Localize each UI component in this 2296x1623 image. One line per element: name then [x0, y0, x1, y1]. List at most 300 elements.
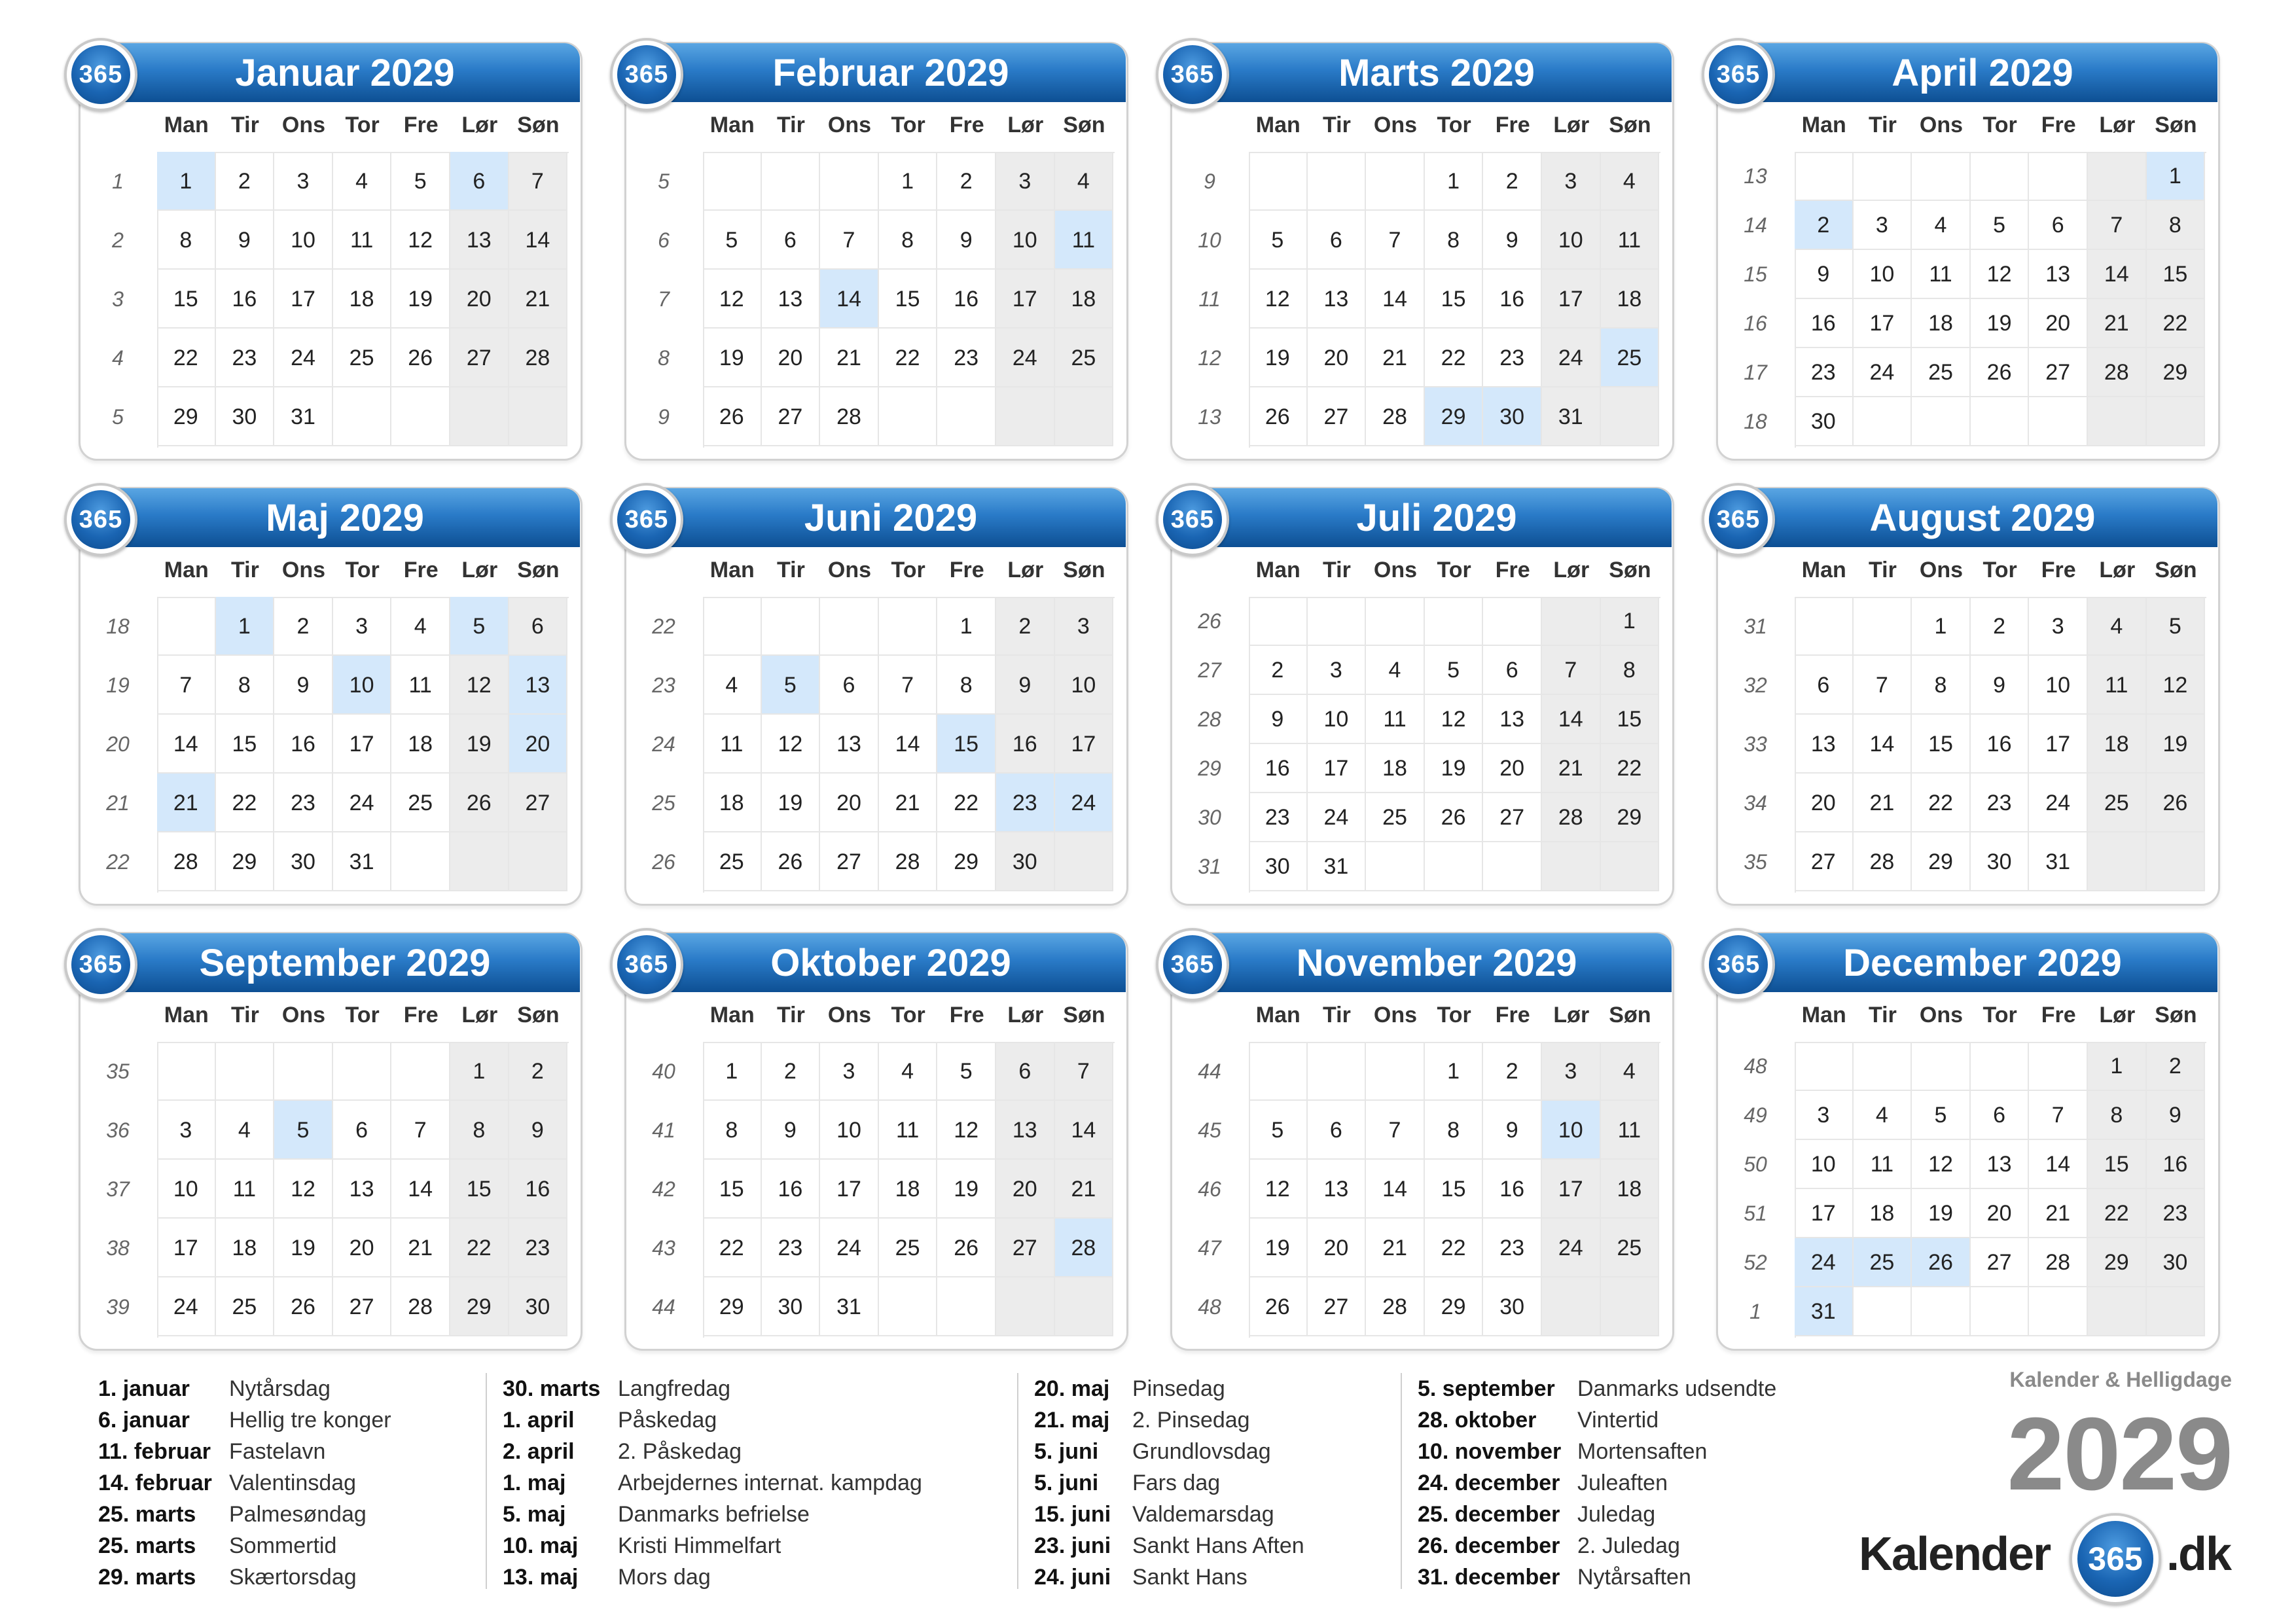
day-cell[interactable]: 18	[216, 1219, 275, 1277]
day-cell[interactable]: 26	[703, 387, 762, 446]
day-cell[interactable]: 20	[333, 1219, 392, 1277]
day-cell[interactable]: 28	[1366, 387, 1425, 446]
day-cell[interactable]: 16	[509, 1160, 568, 1219]
day-cell[interactable]: 14	[879, 715, 938, 774]
day-cell[interactable]: 6	[1308, 211, 1367, 270]
day-cell[interactable]: 19	[274, 1219, 333, 1277]
day-cell[interactable]: 4	[703, 656, 762, 715]
day-cell[interactable]: 12	[1971, 250, 2030, 299]
day-cell[interactable]: 10	[1854, 250, 1912, 299]
day-cell[interactable]: 18	[1601, 270, 1660, 329]
day-cell[interactable]: 20	[762, 329, 821, 387]
day-cell[interactable]: 13	[1308, 270, 1367, 329]
day-cell[interactable]: 12	[937, 1101, 996, 1160]
day-cell[interactable]: 17	[820, 1160, 879, 1219]
day-cell[interactable]: 10	[1055, 656, 1114, 715]
day-cell[interactable]: 30	[509, 1277, 568, 1336]
day-cell[interactable]: 31	[1308, 842, 1367, 891]
day-cell[interactable]: 18	[1854, 1189, 1912, 1238]
day-cell[interactable]: 14	[1366, 270, 1425, 329]
day-cell[interactable]: 27	[509, 774, 568, 832]
holiday-day-cell[interactable]: 14	[820, 270, 879, 329]
day-cell[interactable]: 1	[937, 597, 996, 656]
day-cell[interactable]: 14	[391, 1160, 450, 1219]
day-cell[interactable]: 22	[937, 774, 996, 832]
day-cell[interactable]: 27	[762, 387, 821, 446]
day-cell[interactable]: 16	[1795, 299, 1854, 348]
day-cell[interactable]: 19	[450, 715, 509, 774]
day-cell[interactable]: 24	[1308, 793, 1367, 842]
day-cell[interactable]: 27	[333, 1277, 392, 1336]
day-cell[interactable]: 2	[1483, 1042, 1542, 1101]
day-cell[interactable]: 17	[1795, 1189, 1854, 1238]
day-cell[interactable]: 16	[274, 715, 333, 774]
day-cell[interactable]: 11	[879, 1101, 938, 1160]
day-cell[interactable]: 23	[2147, 1189, 2206, 1238]
holiday-day-cell[interactable]: 1	[2147, 152, 2206, 201]
day-cell[interactable]: 21	[879, 774, 938, 832]
day-cell[interactable]: 20	[820, 774, 879, 832]
day-cell[interactable]: 17	[1542, 1160, 1601, 1219]
day-cell[interactable]: 30	[1971, 832, 2030, 891]
day-cell[interactable]: 10	[996, 211, 1055, 270]
day-cell[interactable]: 3	[820, 1042, 879, 1101]
day-cell[interactable]: 23	[1971, 774, 2030, 832]
day-cell[interactable]: 27	[996, 1219, 1055, 1277]
day-cell[interactable]: 21	[1542, 744, 1601, 793]
day-cell[interactable]: 19	[2147, 715, 2206, 774]
day-cell[interactable]: 17	[333, 715, 392, 774]
day-cell[interactable]: 15	[879, 270, 938, 329]
day-cell[interactable]: 29	[2147, 348, 2206, 397]
day-cell[interactable]: 29	[937, 832, 996, 891]
holiday-day-cell[interactable]: 1	[216, 597, 275, 656]
day-cell[interactable]: 18	[703, 774, 762, 832]
day-cell[interactable]: 11	[1601, 1101, 1660, 1160]
day-cell[interactable]: 19	[762, 774, 821, 832]
day-cell[interactable]: 24	[2029, 774, 2088, 832]
day-cell[interactable]: 9	[2147, 1091, 2206, 1140]
day-cell[interactable]: 11	[391, 656, 450, 715]
day-cell[interactable]: 4	[2088, 597, 2147, 656]
day-cell[interactable]: 2	[996, 597, 1055, 656]
day-cell[interactable]: 16	[216, 270, 275, 329]
day-cell[interactable]: 29	[703, 1277, 762, 1336]
day-cell[interactable]: 11	[2088, 656, 2147, 715]
day-cell[interactable]: 31	[2029, 832, 2088, 891]
day-cell[interactable]: 8	[1425, 211, 1484, 270]
day-cell[interactable]: 30	[1795, 397, 1854, 446]
day-cell[interactable]: 5	[1971, 201, 2030, 250]
day-cell[interactable]: 26	[762, 832, 821, 891]
day-cell[interactable]: 21	[1055, 1160, 1114, 1219]
day-cell[interactable]: 24	[1854, 348, 1912, 397]
day-cell[interactable]: 8	[703, 1101, 762, 1160]
day-cell[interactable]: 24	[1542, 329, 1601, 387]
day-cell[interactable]: 30	[1483, 1277, 1542, 1336]
day-cell[interactable]: 31	[274, 387, 333, 446]
day-cell[interactable]: 14	[1055, 1101, 1114, 1160]
holiday-day-cell[interactable]: 5	[762, 656, 821, 715]
holiday-day-cell[interactable]: 24	[1795, 1238, 1854, 1287]
day-cell[interactable]: 16	[1483, 270, 1542, 329]
day-cell[interactable]: 12	[1249, 270, 1308, 329]
day-cell[interactable]: 22	[2147, 299, 2206, 348]
day-cell[interactable]: 20	[2029, 299, 2088, 348]
day-cell[interactable]: 12	[1249, 1160, 1308, 1219]
holiday-day-cell[interactable]: 21	[157, 774, 216, 832]
holiday-day-cell[interactable]: 23	[996, 774, 1055, 832]
day-cell[interactable]: 4	[1366, 646, 1425, 695]
day-cell[interactable]: 27	[1483, 793, 1542, 842]
day-cell[interactable]: 19	[1249, 1219, 1308, 1277]
day-cell[interactable]: 6	[2029, 201, 2088, 250]
day-cell[interactable]: 4	[1912, 201, 1971, 250]
holiday-day-cell[interactable]: 29	[1425, 387, 1484, 446]
day-cell[interactable]: 4	[879, 1042, 938, 1101]
day-cell[interactable]: 10	[274, 211, 333, 270]
day-cell[interactable]: 21	[1854, 774, 1912, 832]
day-cell[interactable]: 5	[1249, 1101, 1308, 1160]
day-cell[interactable]: 3	[1542, 152, 1601, 211]
day-cell[interactable]: 21	[391, 1219, 450, 1277]
day-cell[interactable]: 9	[996, 656, 1055, 715]
day-cell[interactable]: 25	[879, 1219, 938, 1277]
day-cell[interactable]: 22	[1601, 744, 1660, 793]
day-cell[interactable]: 5	[1912, 1091, 1971, 1140]
day-cell[interactable]: 8	[2147, 201, 2206, 250]
day-cell[interactable]: 17	[996, 270, 1055, 329]
day-cell[interactable]: 18	[1912, 299, 1971, 348]
day-cell[interactable]: 12	[2147, 656, 2206, 715]
day-cell[interactable]: 5	[2147, 597, 2206, 656]
day-cell[interactable]: 7	[1055, 1042, 1114, 1101]
day-cell[interactable]: 15	[2147, 250, 2206, 299]
day-cell[interactable]: 15	[450, 1160, 509, 1219]
day-cell[interactable]: 3	[2029, 597, 2088, 656]
day-cell[interactable]: 13	[450, 211, 509, 270]
day-cell[interactable]: 18	[1601, 1160, 1660, 1219]
holiday-day-cell[interactable]: 13	[509, 656, 568, 715]
day-cell[interactable]: 16	[1483, 1160, 1542, 1219]
day-cell[interactable]: 19	[1425, 744, 1484, 793]
day-cell[interactable]: 1	[1601, 597, 1660, 646]
holiday-day-cell[interactable]: 5	[450, 597, 509, 656]
day-cell[interactable]: 19	[1971, 299, 2030, 348]
day-cell[interactable]: 5	[1425, 646, 1484, 695]
day-cell[interactable]: 4	[1601, 1042, 1660, 1101]
day-cell[interactable]: 11	[333, 211, 392, 270]
day-cell[interactable]: 23	[762, 1219, 821, 1277]
day-cell[interactable]: 20	[996, 1160, 1055, 1219]
day-cell[interactable]: 22	[879, 329, 938, 387]
holiday-day-cell[interactable]: 10	[1542, 1101, 1601, 1160]
day-cell[interactable]: 6	[333, 1101, 392, 1160]
day-cell[interactable]: 18	[333, 270, 392, 329]
day-cell[interactable]: 13	[333, 1160, 392, 1219]
day-cell[interactable]: 20	[1795, 774, 1854, 832]
day-cell[interactable]: 9	[762, 1101, 821, 1160]
day-cell[interactable]: 17	[1308, 744, 1367, 793]
day-cell[interactable]: 6	[509, 597, 568, 656]
day-cell[interactable]: 8	[2088, 1091, 2147, 1140]
day-cell[interactable]: 12	[1425, 695, 1484, 744]
day-cell[interactable]: 29	[157, 387, 216, 446]
day-cell[interactable]: 11	[1601, 211, 1660, 270]
day-cell[interactable]: 21	[2088, 299, 2147, 348]
day-cell[interactable]: 10	[1308, 695, 1367, 744]
day-cell[interactable]: 14	[509, 211, 568, 270]
day-cell[interactable]: 26	[1971, 348, 2030, 397]
day-cell[interactable]: 25	[391, 774, 450, 832]
day-cell[interactable]: 23	[1249, 793, 1308, 842]
day-cell[interactable]: 9	[1795, 250, 1854, 299]
day-cell[interactable]: 22	[1912, 774, 1971, 832]
day-cell[interactable]: 24	[1542, 1219, 1601, 1277]
day-cell[interactable]: 7	[2029, 1091, 2088, 1140]
day-cell[interactable]: 15	[1912, 715, 1971, 774]
day-cell[interactable]: 17	[1542, 270, 1601, 329]
day-cell[interactable]: 9	[1249, 695, 1308, 744]
holiday-day-cell[interactable]: 6	[450, 152, 509, 211]
holiday-day-cell[interactable]: 24	[1055, 774, 1114, 832]
day-cell[interactable]: 26	[391, 329, 450, 387]
day-cell[interactable]: 16	[1249, 744, 1308, 793]
day-cell[interactable]: 9	[937, 211, 996, 270]
day-cell[interactable]: 15	[1425, 270, 1484, 329]
holiday-day-cell[interactable]: 5	[274, 1101, 333, 1160]
day-cell[interactable]: 14	[1366, 1160, 1425, 1219]
day-cell[interactable]: 23	[509, 1219, 568, 1277]
day-cell[interactable]: 20	[1308, 329, 1367, 387]
day-cell[interactable]: 7	[879, 656, 938, 715]
day-cell[interactable]: 10	[1795, 1140, 1854, 1189]
day-cell[interactable]: 8	[157, 211, 216, 270]
holiday-day-cell[interactable]: 25	[1854, 1238, 1912, 1287]
holiday-day-cell[interactable]: 20	[509, 715, 568, 774]
day-cell[interactable]: 7	[509, 152, 568, 211]
day-cell[interactable]: 10	[820, 1101, 879, 1160]
day-cell[interactable]: 12	[762, 715, 821, 774]
day-cell[interactable]: 25	[1601, 1219, 1660, 1277]
day-cell[interactable]: 13	[762, 270, 821, 329]
day-cell[interactable]: 27	[1308, 387, 1367, 446]
day-cell[interactable]: 21	[1366, 329, 1425, 387]
holiday-day-cell[interactable]: 11	[1055, 211, 1114, 270]
day-cell[interactable]: 13	[1795, 715, 1854, 774]
holiday-day-cell[interactable]: 26	[1912, 1238, 1971, 1287]
day-cell[interactable]: 11	[703, 715, 762, 774]
day-cell[interactable]: 26	[2147, 774, 2206, 832]
day-cell[interactable]: 7	[1542, 646, 1601, 695]
day-cell[interactable]: 1	[450, 1042, 509, 1101]
day-cell[interactable]: 12	[391, 211, 450, 270]
day-cell[interactable]: 2	[216, 152, 275, 211]
day-cell[interactable]: 29	[2088, 1238, 2147, 1287]
day-cell[interactable]: 22	[216, 774, 275, 832]
day-cell[interactable]: 2	[762, 1042, 821, 1101]
day-cell[interactable]: 16	[937, 270, 996, 329]
day-cell[interactable]: 15	[1601, 695, 1660, 744]
day-cell[interactable]: 15	[157, 270, 216, 329]
day-cell[interactable]: 20	[1483, 744, 1542, 793]
day-cell[interactable]: 2	[1971, 597, 2030, 656]
day-cell[interactable]: 19	[703, 329, 762, 387]
day-cell[interactable]: 6	[1971, 1091, 2030, 1140]
day-cell[interactable]: 14	[2088, 250, 2147, 299]
day-cell[interactable]: 31	[1542, 387, 1601, 446]
day-cell[interactable]: 18	[1055, 270, 1114, 329]
day-cell[interactable]: 28	[157, 832, 216, 891]
day-cell[interactable]: 8	[1912, 656, 1971, 715]
day-cell[interactable]: 4	[391, 597, 450, 656]
day-cell[interactable]: 7	[1854, 656, 1912, 715]
day-cell[interactable]: 18	[391, 715, 450, 774]
day-cell[interactable]: 9	[216, 211, 275, 270]
day-cell[interactable]: 30	[216, 387, 275, 446]
day-cell[interactable]: 28	[509, 329, 568, 387]
day-cell[interactable]: 12	[703, 270, 762, 329]
day-cell[interactable]: 25	[333, 329, 392, 387]
day-cell[interactable]: 4	[333, 152, 392, 211]
day-cell[interactable]: 12	[450, 656, 509, 715]
day-cell[interactable]: 4	[1055, 152, 1114, 211]
day-cell[interactable]: 26	[1425, 793, 1484, 842]
day-cell[interactable]: 22	[1425, 1219, 1484, 1277]
day-cell[interactable]: 23	[1483, 1219, 1542, 1277]
day-cell[interactable]: 11	[1912, 250, 1971, 299]
day-cell[interactable]: 21	[1366, 1219, 1425, 1277]
day-cell[interactable]: 2	[2147, 1042, 2206, 1091]
day-cell[interactable]: 21	[820, 329, 879, 387]
day-cell[interactable]: 23	[1483, 329, 1542, 387]
day-cell[interactable]: 20	[1971, 1189, 2030, 1238]
holiday-day-cell[interactable]: 2	[1795, 201, 1854, 250]
holiday-day-cell[interactable]: 1	[157, 152, 216, 211]
kalender365-logo[interactable]	[1859, 1513, 2232, 1592]
day-cell[interactable]: 3	[333, 597, 392, 656]
day-cell[interactable]: 20	[450, 270, 509, 329]
day-cell[interactable]: 23	[937, 329, 996, 387]
day-cell[interactable]: 30	[996, 832, 1055, 891]
day-cell[interactable]: 20	[1308, 1219, 1367, 1277]
day-cell[interactable]: 22	[450, 1219, 509, 1277]
day-cell[interactable]: 21	[509, 270, 568, 329]
day-cell[interactable]: 15	[703, 1160, 762, 1219]
holiday-day-cell[interactable]: 15	[937, 715, 996, 774]
day-cell[interactable]: 27	[1308, 1277, 1367, 1336]
day-cell[interactable]: 23	[274, 774, 333, 832]
day-cell[interactable]: 25	[216, 1277, 275, 1336]
day-cell[interactable]: 13	[1971, 1140, 2030, 1189]
day-cell[interactable]: 23	[1795, 348, 1854, 397]
day-cell[interactable]: 27	[1971, 1238, 2030, 1287]
day-cell[interactable]: 12	[1912, 1140, 1971, 1189]
day-cell[interactable]: 14	[157, 715, 216, 774]
day-cell[interactable]: 25	[1055, 329, 1114, 387]
day-cell[interactable]: 7	[391, 1101, 450, 1160]
day-cell[interactable]: 22	[703, 1219, 762, 1277]
day-cell[interactable]: 2	[509, 1042, 568, 1101]
day-cell[interactable]: 13	[996, 1101, 1055, 1160]
day-cell[interactable]: 17	[157, 1219, 216, 1277]
day-cell[interactable]: 27	[450, 329, 509, 387]
day-cell[interactable]: 10	[2029, 656, 2088, 715]
holiday-day-cell[interactable]: 28	[1055, 1219, 1114, 1277]
day-cell[interactable]: 28	[2088, 348, 2147, 397]
day-cell[interactable]: 29	[1425, 1277, 1484, 1336]
day-cell[interactable]: 3	[1795, 1091, 1854, 1140]
day-cell[interactable]: 13	[2029, 250, 2088, 299]
day-cell[interactable]: 1	[1425, 1042, 1484, 1101]
day-cell[interactable]: 7	[1366, 1101, 1425, 1160]
day-cell[interactable]: 6	[762, 211, 821, 270]
day-cell[interactable]: 8	[937, 656, 996, 715]
day-cell[interactable]: 14	[1854, 715, 1912, 774]
day-cell[interactable]: 7	[1366, 211, 1425, 270]
day-cell[interactable]: 9	[509, 1101, 568, 1160]
day-cell[interactable]: 26	[450, 774, 509, 832]
day-cell[interactable]: 5	[391, 152, 450, 211]
day-cell[interactable]: 7	[2088, 201, 2147, 250]
day-cell[interactable]: 28	[2029, 1238, 2088, 1287]
day-cell[interactable]: 6	[1483, 646, 1542, 695]
holiday-day-cell[interactable]: 31	[1795, 1287, 1854, 1336]
day-cell[interactable]: 24	[996, 329, 1055, 387]
day-cell[interactable]: 17	[1854, 299, 1912, 348]
day-cell[interactable]: 18	[2088, 715, 2147, 774]
day-cell[interactable]: 11	[1854, 1140, 1912, 1189]
day-cell[interactable]: 24	[157, 1277, 216, 1336]
day-cell[interactable]: 29	[1601, 793, 1660, 842]
day-cell[interactable]: 4	[1601, 152, 1660, 211]
day-cell[interactable]: 13	[820, 715, 879, 774]
day-cell[interactable]: 15	[216, 715, 275, 774]
day-cell[interactable]: 3	[1854, 201, 1912, 250]
day-cell[interactable]: 15	[2088, 1140, 2147, 1189]
day-cell[interactable]: 21	[2029, 1189, 2088, 1238]
day-cell[interactable]: 30	[1249, 842, 1308, 891]
day-cell[interactable]: 28	[1542, 793, 1601, 842]
day-cell[interactable]: 28	[1366, 1277, 1425, 1336]
day-cell[interactable]: 19	[1249, 329, 1308, 387]
day-cell[interactable]: 3	[1542, 1042, 1601, 1101]
day-cell[interactable]: 16	[996, 715, 1055, 774]
day-cell[interactable]: 1	[1425, 152, 1484, 211]
day-cell[interactable]: 19	[391, 270, 450, 329]
day-cell[interactable]: 22	[157, 329, 216, 387]
day-cell[interactable]: 14	[2029, 1140, 2088, 1189]
day-cell[interactable]: 8	[216, 656, 275, 715]
day-cell[interactable]: 10	[1542, 211, 1601, 270]
day-cell[interactable]: 31	[820, 1277, 879, 1336]
day-cell[interactable]: 9	[1971, 656, 2030, 715]
day-cell[interactable]: 5	[703, 211, 762, 270]
day-cell[interactable]: 19	[1912, 1189, 1971, 1238]
day-cell[interactable]: 29	[216, 832, 275, 891]
day-cell[interactable]: 3	[1308, 646, 1367, 695]
day-cell[interactable]: 10	[157, 1160, 216, 1219]
day-cell[interactable]: 11	[1366, 695, 1425, 744]
day-cell[interactable]: 16	[762, 1160, 821, 1219]
day-cell[interactable]: 28	[391, 1277, 450, 1336]
day-cell[interactable]: 14	[1542, 695, 1601, 744]
day-cell[interactable]: 6	[996, 1042, 1055, 1101]
day-cell[interactable]: 31	[333, 832, 392, 891]
day-cell[interactable]: 8	[1425, 1101, 1484, 1160]
day-cell[interactable]: 2	[937, 152, 996, 211]
holiday-day-cell[interactable]: 25	[1601, 329, 1660, 387]
